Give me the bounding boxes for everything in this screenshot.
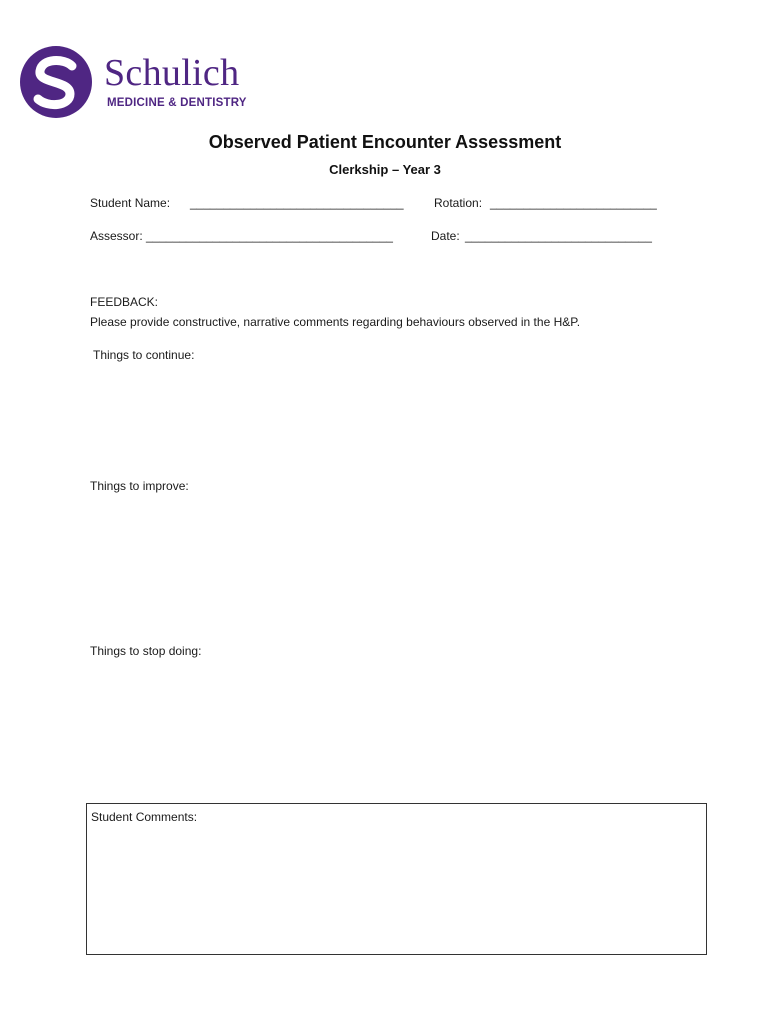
schulich-s-logo-icon: [18, 44, 98, 124]
logo-subtitle: MEDICINE & DENTISTRY: [107, 97, 247, 109]
assessor-field[interactable]: _____________________________________: [146, 229, 393, 243]
things-to-stop-label: Things to stop doing:: [90, 644, 202, 658]
rotation-label: Rotation:: [434, 196, 483, 210]
student-comments-label: Student Comments:: [91, 810, 198, 824]
assessor-label: Assessor:: [90, 229, 143, 243]
date-field[interactable]: ____________________________: [465, 229, 652, 243]
schulich-logo: [18, 44, 258, 124]
logo-name: Schulich: [104, 52, 240, 94]
things-to-continue-label: Things to continue:: [93, 348, 195, 362]
student-comments-box[interactable]: [86, 803, 707, 955]
page-subtitle: Clerkship – Year 3: [329, 162, 441, 177]
page-title: Observed Patient Encounter Assessment: [208, 132, 562, 152]
feedback-instructions: Please provide constructive, narrative comments regarding behaviours observed in the H&P.: [90, 315, 581, 329]
date-label: Date:: [431, 229, 460, 243]
student-name-field[interactable]: ________________________________: [190, 196, 404, 210]
rotation-field[interactable]: _________________________: [490, 196, 657, 210]
feedback-heading: FEEDBACK:: [90, 295, 159, 309]
things-to-improve-label: Things to improve:: [90, 479, 189, 493]
student-name-label: Student Name:: [90, 196, 171, 210]
